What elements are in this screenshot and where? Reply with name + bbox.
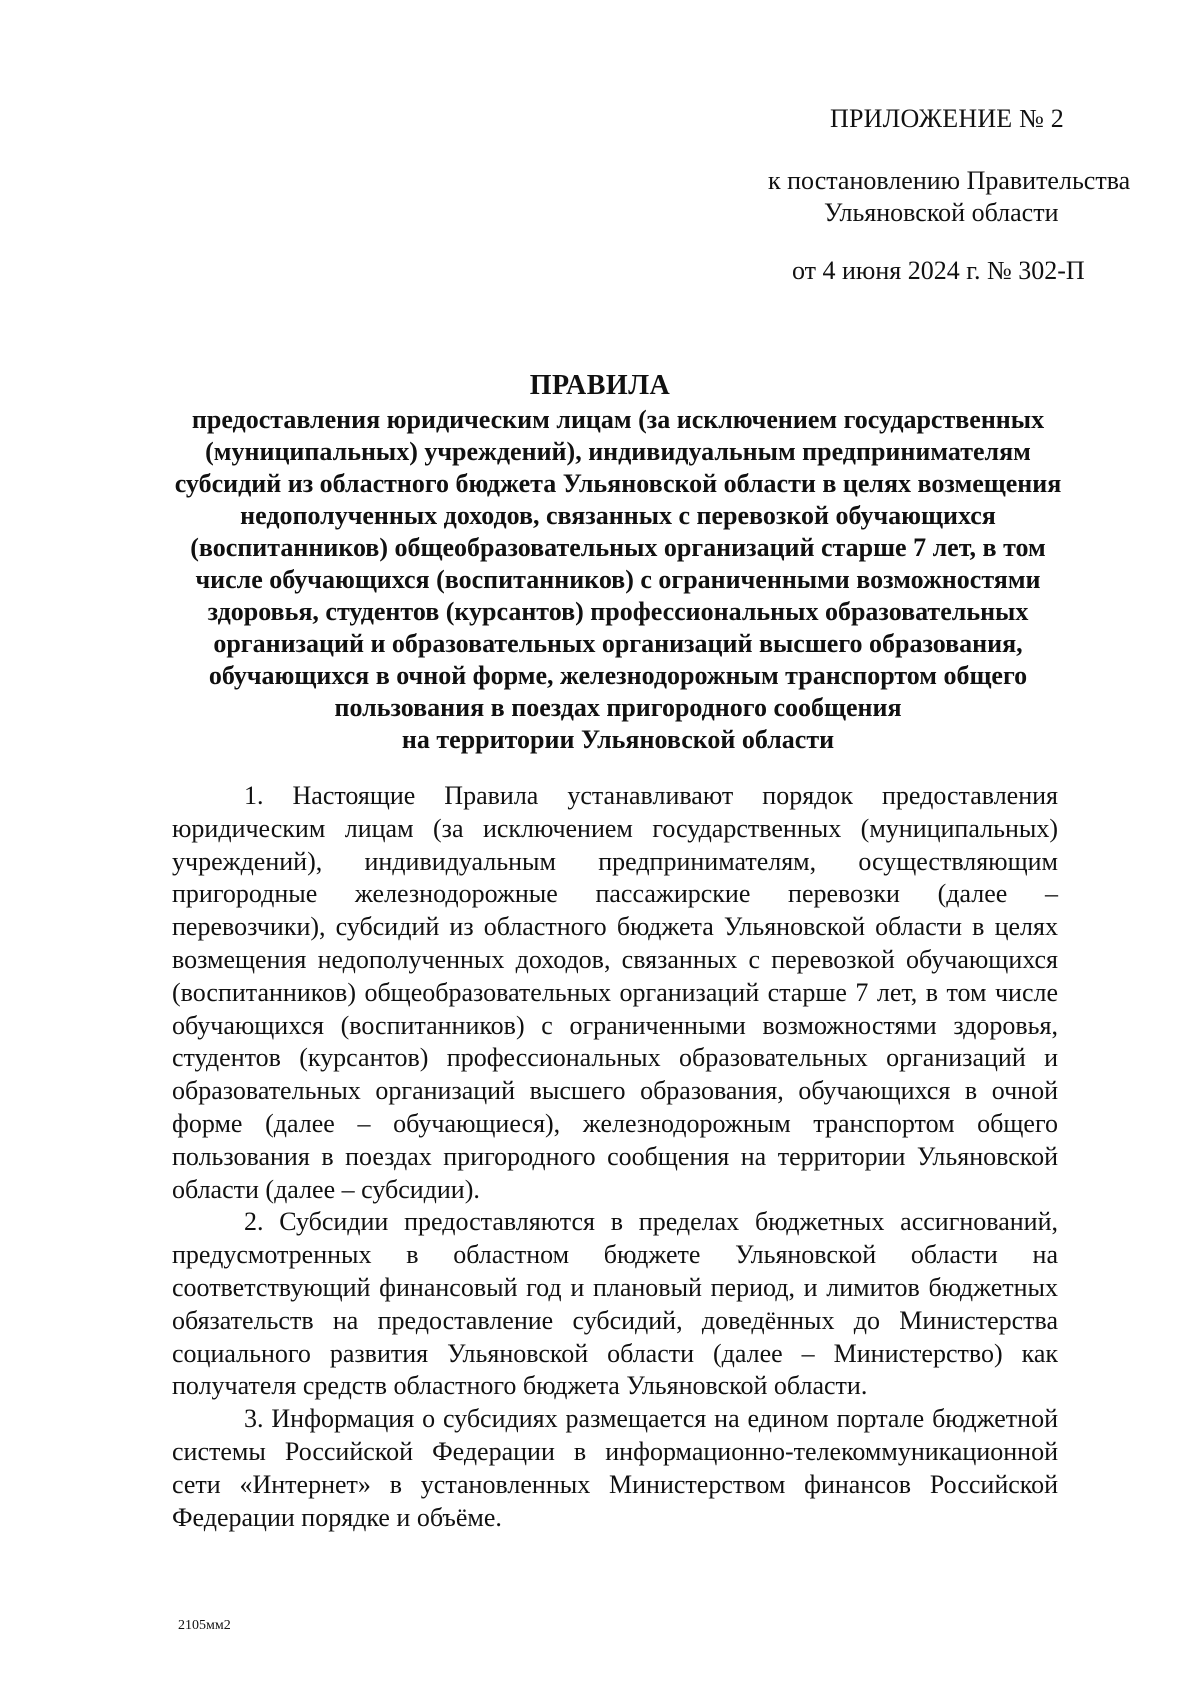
subtitle-line: пользования в поездах пригородного сообщения [334, 693, 902, 722]
subtitle-line: на территории Ульяновской области [401, 725, 835, 754]
subtitle-line: субсидий из областного бюджета Ульяновской области в целях возмещения [174, 469, 1062, 498]
attachment-title: ПРИЛОЖЕНИЕ № 2 [830, 104, 1064, 133]
attachment-date-number: от 4 июня 2024 г. № 302-П [792, 256, 1085, 285]
paragraph-1: 1. Настоящие Правила устанавливают порядок предоставления юридическим лицам (за исключением государственных (муниципальных) учреждений), индивидуальным предпринимателям, осуществляющим пригородные железнодорожные пассажирские перевозки (далее – перевозчики), субсидий из областного бюджета Ульяновской области в целях возмещения недополученных доходов, связанных с перевозкой обучающихся (воспитанников) общеобразовательных организаций старше 7 лет, в том числе обучающихся (воспитанников) с ограниченными возможностями здоровья, студентов (курсантов) профессиональных образовательных организаций и образовательных организаций высшего образования, обучающихся в очной форме (далее – обучающиеся), железнодорожным транспортом общего пользования в поездах пригородного сообщения на территории Ульяновской области (далее – субсидии). [172, 781, 1058, 1204]
subtitle-line: предоставления юридическим лицам (за исключением государственных [191, 405, 1045, 434]
paragraph-2: 2. Субсидии предоставляются в пределах бюджетных ассигнований, предусмотренных в областном бюджете Ульяновской области на соответствующий финансовый год и плановый период, и лимитов бюджетных обязательств на предоставление субсидий, доведённых до Министерства социального развития Ульяновской области (далее – Министерство) как получателя средств областного бюджета Ульяновской области. [172, 1207, 1058, 1401]
subtitle-line: (воспитанников) общеобразовательных организаций старше 7 лет, в том [190, 533, 1046, 562]
subtitle-line: (муниципальных) учреждений), индивидуальным предпринимателям [205, 437, 1031, 466]
paragraph-3: 3. Информация о субсидиях размещается на едином портале бюджетной системы Российской Федерации в информационно-телекоммуникационной сети «Интернет» в установленных Министерством финансов Российской Федерации порядке и объёме. [172, 1404, 1058, 1532]
subtitle-line: числе обучающихся (воспитанников) с ограниченными возможностями [195, 565, 1041, 594]
subtitle-line: обучающихся в очной форме, железнодорожным транспортом общего [208, 661, 1028, 690]
document-subtitle [168, 404, 1068, 756]
attachment-reference-line-2: Ульяновской области [824, 198, 1059, 227]
document-body [172, 780, 1058, 1534]
attachment-reference-line-1: к постановлению Правительства [768, 166, 1131, 195]
subtitle-line: организаций и образовательных организаций высшего образования, [213, 629, 1023, 658]
footer-code: 2105мм2 [178, 1618, 231, 1633]
subtitle-line: недополученных доходов, связанных с перевозкой обучающихся [240, 501, 996, 530]
subtitle-line: здоровья, студентов (курсантов) профессиональных образовательных [207, 597, 1029, 626]
document-title: ПРАВИЛА [529, 370, 671, 401]
